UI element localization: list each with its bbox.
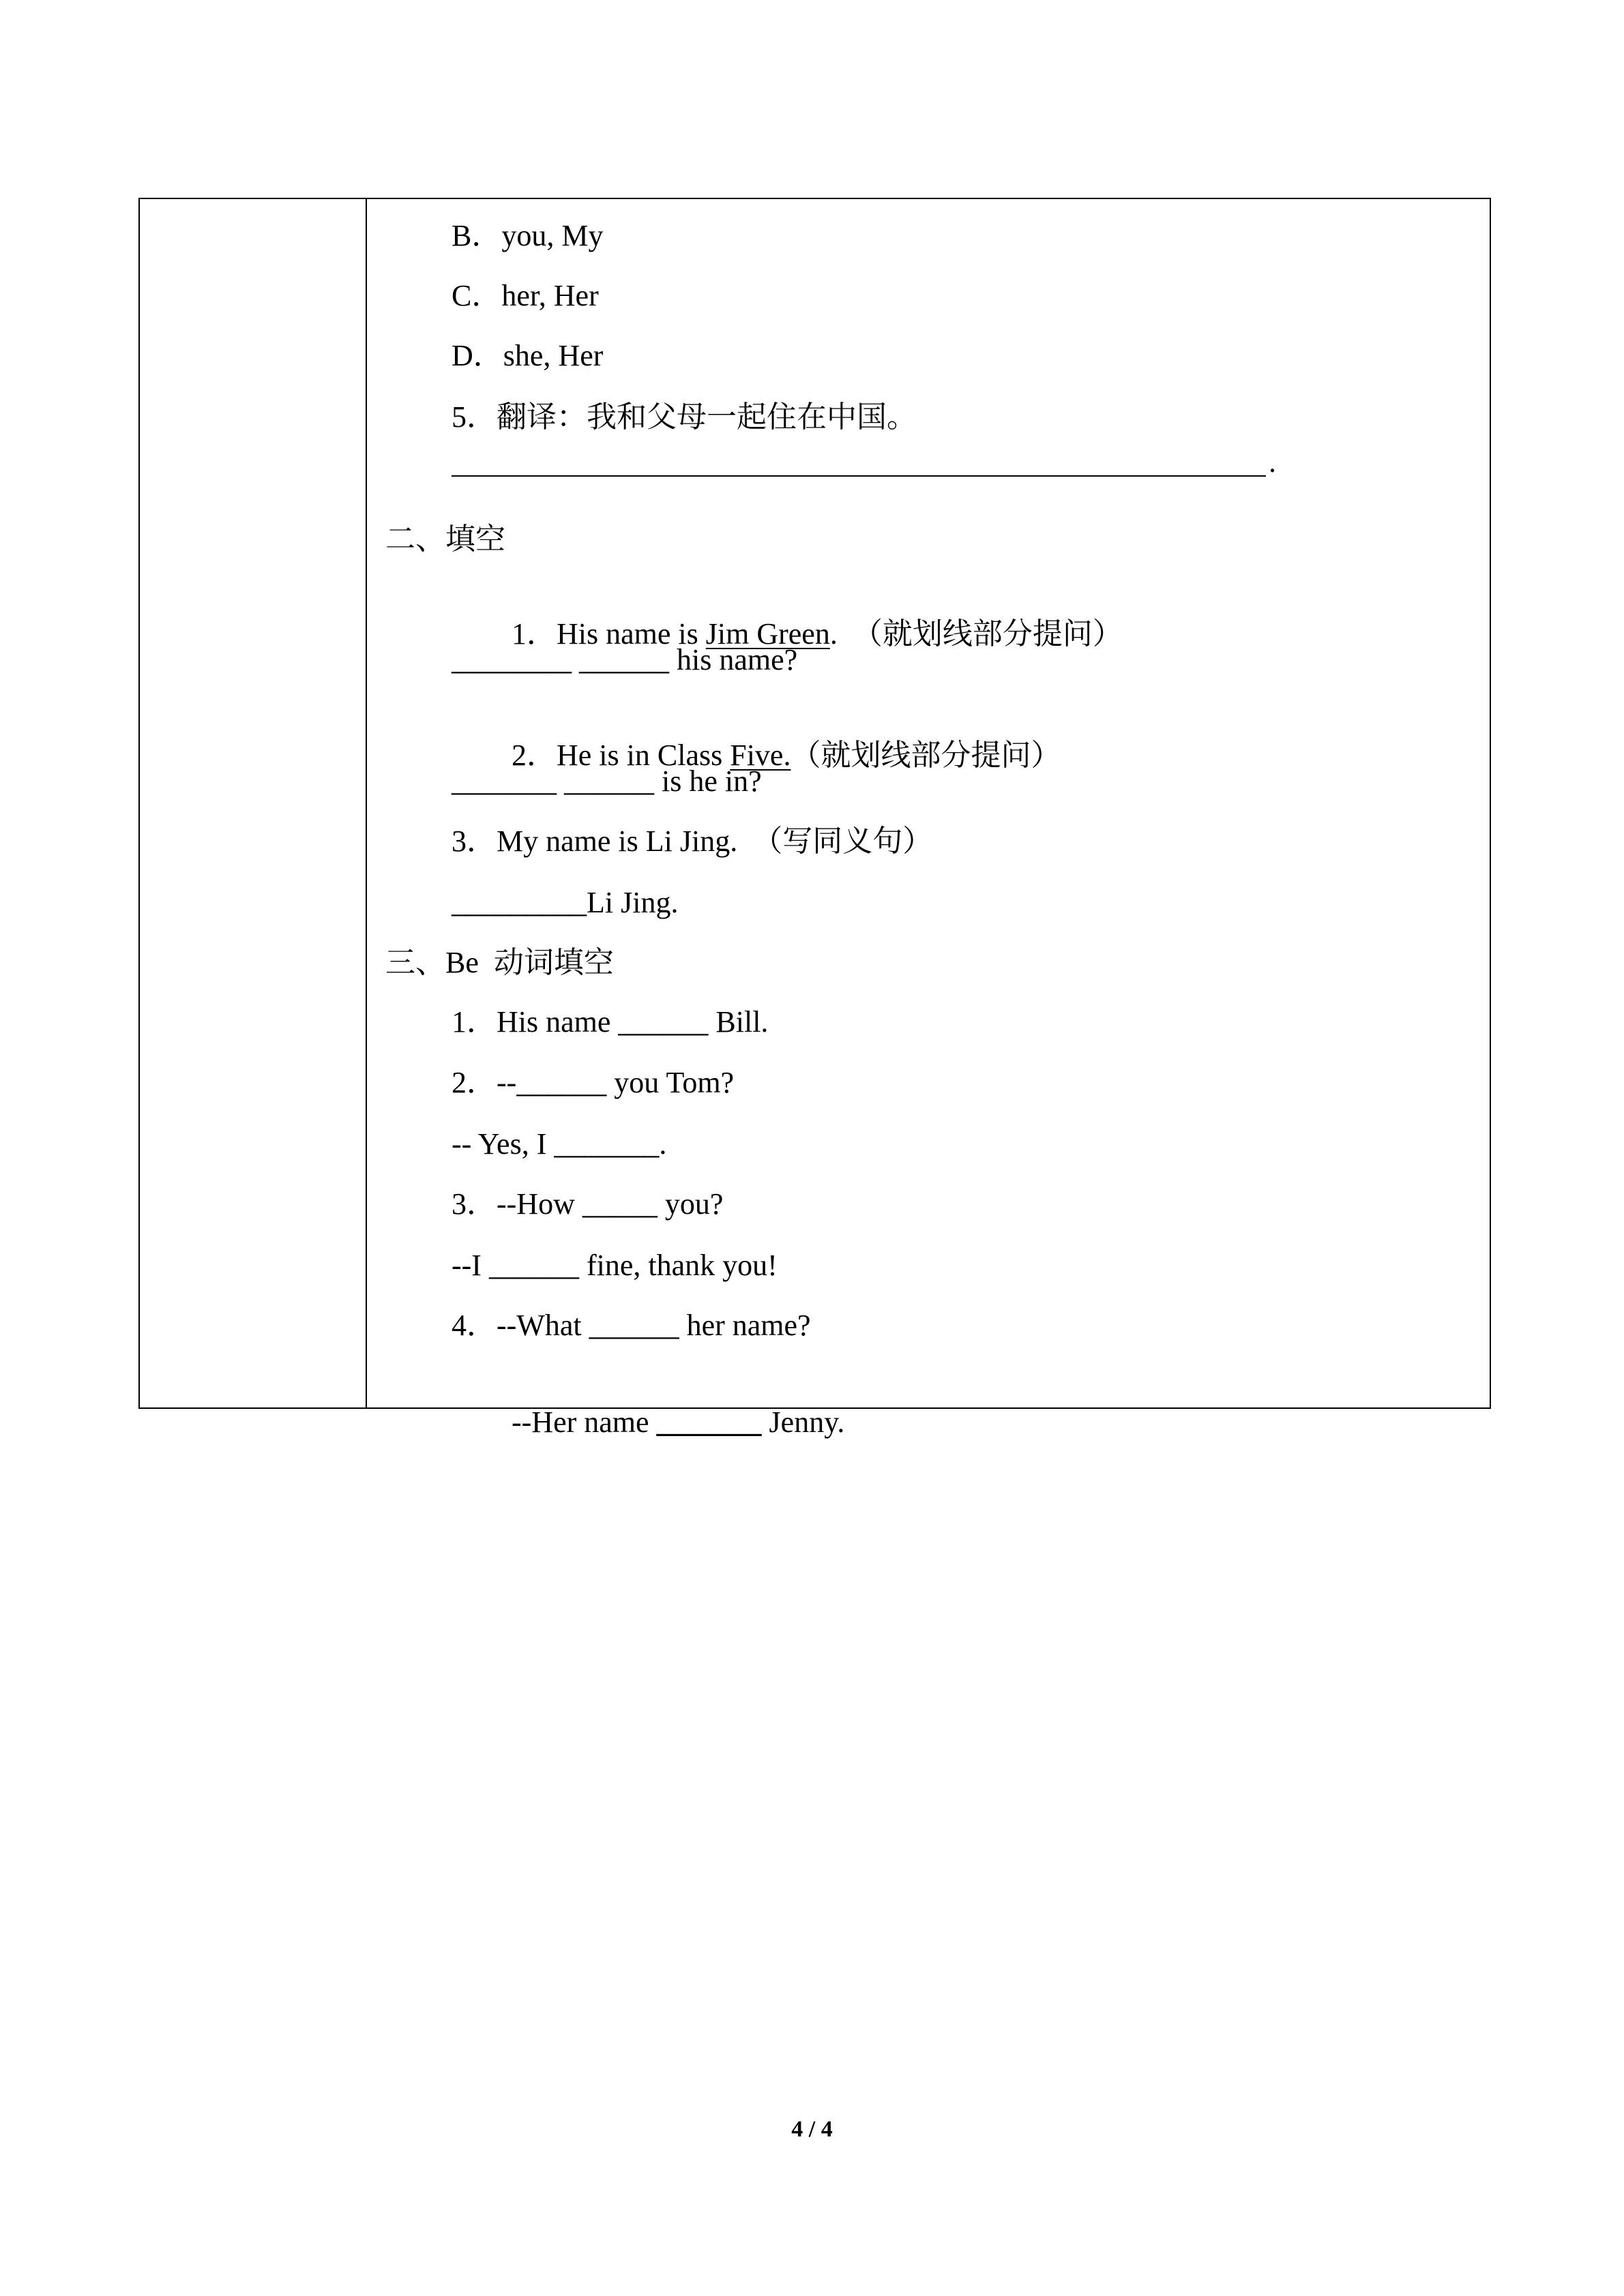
be-answer-2: -- Yes, I _______. (452, 1127, 667, 1161)
worksheet-table (138, 198, 1491, 1439)
option-b: B．you, My (452, 219, 604, 252)
option-c: C．her, Her (452, 279, 599, 312)
be-question-1: 1．His name ______ Bill. (452, 1005, 769, 1039)
be-question-2: 2．--______ you Tom? (452, 1066, 735, 1099)
translation-question: 5．翻译：我和父母一起住在中国。 (452, 400, 917, 434)
page-number: 4 / 4 (791, 2117, 833, 2142)
question-text-prefix: 2．He is in Class (512, 739, 730, 772)
fill-question-3: 3．My name is Li Jing. （写同义句） (452, 824, 933, 858)
question-text-suffix: （就划线部分提问） (791, 739, 1061, 772)
exercise-content-column (368, 199, 1490, 1439)
option-d: D．she, Her (452, 339, 604, 372)
underlined-target: Five. (730, 739, 791, 772)
underlined-target: Jim Green (705, 617, 830, 651)
fill-answer-1: ________ ______ his name? (452, 643, 798, 676)
left-table-column (140, 199, 367, 1407)
answer-blank: _______ (656, 1405, 762, 1439)
be-question-3: 3．--How _____ you? (452, 1187, 724, 1221)
answer-prefix: --Her name (512, 1405, 657, 1439)
answer-suffix: Jenny. (761, 1405, 845, 1439)
fill-answer-3: _________Li Jing. (452, 886, 679, 919)
question-text-suffix: . （就划线部分提问） (829, 617, 1123, 651)
section-fill-in-title: 二、填空 (385, 522, 505, 556)
translation-answer-line (452, 475, 1266, 477)
be-question-4: 4．--What ______ her name? (452, 1309, 811, 1342)
be-answer-3: --I ______ fine, thank you! (452, 1249, 778, 1282)
translation-answer-period: . (1269, 445, 1276, 479)
question-text-prefix: 1．His name is (512, 617, 706, 651)
fill-answer-2: _______ ______ is he in? (452, 764, 762, 798)
be-answer-4 (452, 1369, 844, 1476)
section-be-verb-title: 三、Be 动词填空 (385, 946, 614, 979)
